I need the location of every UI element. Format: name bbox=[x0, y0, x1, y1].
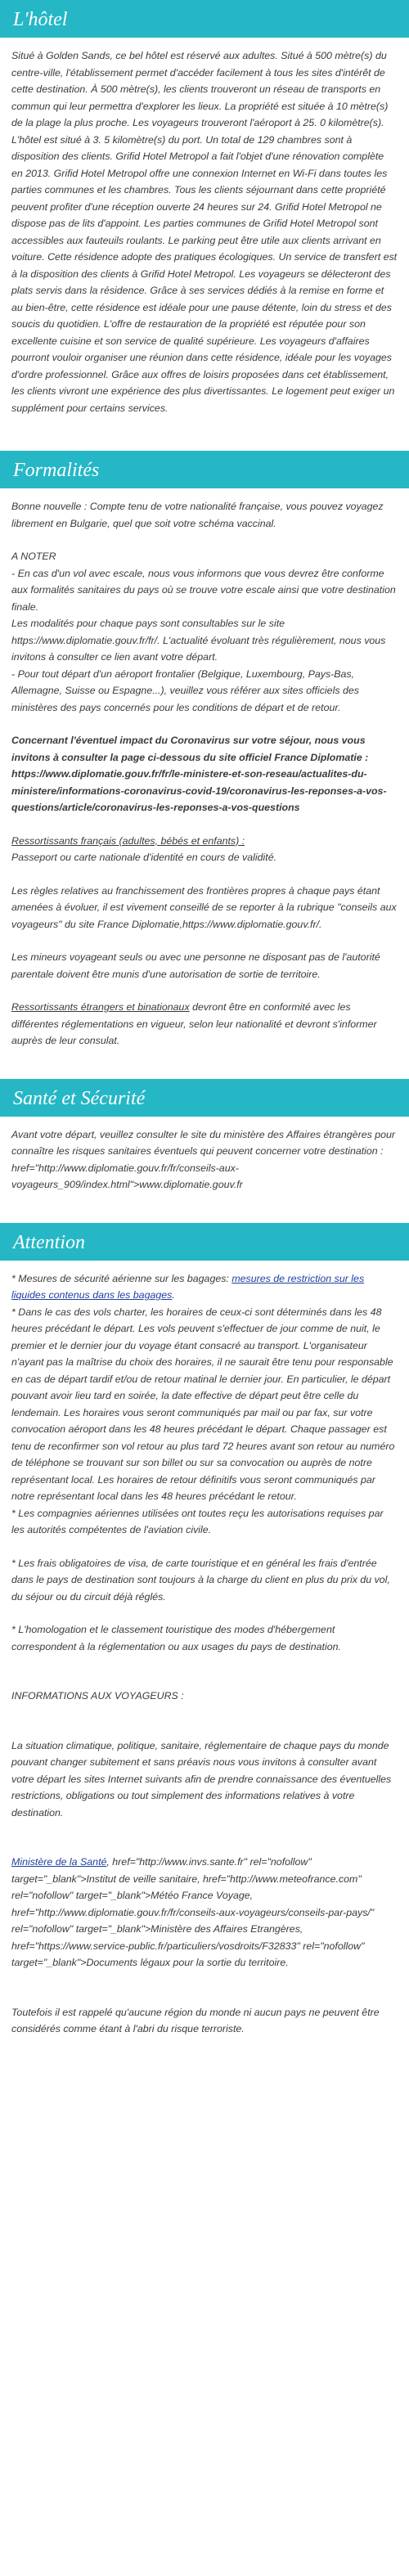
section-body-sante bbox=[0, 1117, 409, 1205]
formalites-note-2: Les modalités pour chaque pays sont consultables sur le site https://www.diplomatie.gouv.fr/fr/. L'actualité évoluant très régulièrement, nous vous invitons à consulter ce lien avant votre départ. bbox=[11, 618, 386, 663]
attention-securite-prefix: * Mesures de sécurité aérienne sur les bagages: bbox=[11, 1272, 232, 1284]
section-title-attention: Attention bbox=[0, 1223, 409, 1261]
formalites-covid: Concernant l'éventuel impact du Coronavirus sur votre séjour, nous vous invitons à consulter la page ci-dessous du site officiel France Diplomatie : https://www.diplomatie.gouv.fr/fr/le-ministere-et-son-reseau/actualites-du-ministere/informations-coronavirus-covid-19/coronavirus-les-reponses-a-vos-questions/article/coronavirus-les-reponses-a-vos-questions bbox=[11, 735, 387, 813]
formalites-note-3: - Pour tout départ d'un aéroport frontalier (Belgique, Luxembourg, Pays-Bas, Allemagne, Suisse ou Espagne...), veuillez vous référer aux sites officiels des ministères des pays concernés pour les conditions de départ et de retour. bbox=[11, 668, 359, 713]
attention-securite bbox=[11, 1270, 398, 1304]
attention-frais: * Les frais obligatoires de visa, de carte touristique et en général les frais d'entrée dans le pays de destination sont toujours à la charge du client en plus du prix du vol, du séjour ou du circuit déjà réglés. bbox=[11, 1557, 390, 1603]
formalites-etrangers bbox=[11, 999, 398, 1050]
section-body-hotel bbox=[0, 38, 409, 428]
section-formalites bbox=[0, 451, 409, 1061]
hotel-description: Situé à Golden Sands, ce bel hôtel est réservé aux adultes. Situé à 500 mètre(s) du centre-ville, l'établissement permet d'accéder facilement à tous les sites d'intérêt de cette destination. À 500 mètre(s), les clients trouveront un réseau de transports en commun qui leur permettra d'explorer les lieux. La propriété est située à 10 mètre(s) de la plage la plus proche. Les voyageurs trouveront l'aéroport à 25. 0 kilomètre(s). L'hôtel est situé à 3. 5 kilomètre(s) du port. Un total de 129 chambres sont à disposition des clients. Grifid Hotel Metropol a fait l'objet d'une rénovation complète en 2013. Grifid Hotel Metropol offre une connexion Internet en Wi-Fi dans toutes les parties communes et les chambres. Tous les clients séjournant dans cette propriété peuvent profiter d'une réception ouverte 24 heures sur 24. Grifid Hotel Metropol ne dispose pas de lits d'appoint. Les parties communes de Grifid Hotel Metropol sont accessibles aux fauteuils roulants. Le parking peut être utile aux clients arrivant en voiture. Cette résidence adopte des pratiques écologiques. Un service de transfert est à la disposition des clients à Grifid Hotel Metropol. Les voyageurs se délecteront des plats servis dans la résidence. Grâce à ses services dédiés à la remise en forme et au bien-être, cette résidence est idéale pour une pause détente, loin du stress et des soucis du quotidien. L'offre de restauration de la propriété est réputée pour son excellente cuisine et son service de qualité supérieure. Les voyageurs d'affaires pourront vouloir organiser une réunion dans cette résidence, idéale pour les voyages d'ordre professionnel. Grâce aux offres de loisirs proposées dans cet établissement, les clients vivront une expérience des plus divertissantes. Le logement peut exiger un supplément pour certains services. bbox=[11, 50, 398, 414]
attention-ministere bbox=[11, 1854, 398, 1971]
formalites-etrangers-text: devront être en conformité avec les différentes réglementations en vigueur, selon leur nationalité et devront s'informer auprès de leur consulat. bbox=[11, 1001, 377, 1046]
attention-securite-suffix: . bbox=[172, 1289, 175, 1301]
formalites-ressortissants-title: Ressortissants français (adultes, bébés et enfants) : bbox=[11, 834, 245, 847]
section-title-formalites: Formalités bbox=[0, 451, 409, 488]
formalites-etrangers-title: Ressortissants étrangers et binationaux bbox=[11, 1001, 190, 1013]
attention-homologation: * L'homologation et le classement touristique des modes d'hébergement correspondent à la réglementation ou aux usages du pays de destination. bbox=[11, 1624, 341, 1652]
ministere-sante-link[interactable]: Ministère de la Santé bbox=[11, 1856, 107, 1868]
attention-compagnies: * Les compagnies aériennes utilisées ont toutes reçu les autorisations requises par les autorités compétentes de l'aviation civile. bbox=[11, 1507, 384, 1535]
attention-vols: * Dans le cas des vols charter, les horaires de ceux-ci sont déterminés dans les 48 heures précédant le départ. Les vols peuvent s'effectuer de jour comme de nuit, le premier et le dernier jour du voyage étant consacré au transport. L'organisateur n'ayant pas la maîtrise du choix des horaires, il ne saurait être tenu pour responsable en cas de départ tardif et/ou de retour matinal le dernier jour. En particulier, le départ pouvant avoir lieu tard en soirée, la date effective de départ peut être celle du lendemain. Les horaires vous seront communiqués par mail ou par fax, sur votre convocation aéroport dans les 48 heures précédant le départ. Chaque passager est tenu de reconfirmer son vol retour au plus tard 72 heures avant son retour au numéro de téléphone se trouvant sur son billet ou sur sa convocation ou auprès de notre représentant local. Les horaires de retour définitifs vous seront communiqués par notre représentant local dans les 48 heures précédant le retour. bbox=[11, 1306, 395, 1502]
formalites-intro: Bonne nouvelle : Compte tenu de votre nationalité française, vous pouvez voyagez librement en Bulgarie, quel que soit votre schéma vaccinal. bbox=[11, 501, 384, 529]
sante-text: Avant votre départ, veuillez consulter le site du ministère des Affaires étrangères pour connaître les risques sanitaires éventuels qui peuvent concerner votre destination : href="http://www.diplomatie.gouv.fr/fr/conseils-aux-voyageurs_909/index.html">www.diplomatie.gouv.fr bbox=[11, 1128, 396, 1190]
section-attention bbox=[0, 1223, 409, 2049]
section-title-hotel: L'hôtel bbox=[0, 0, 409, 38]
section-hotel bbox=[0, 0, 409, 428]
liquides-restriction-link[interactable]: mesures de restriction sur les liquides contenus dans les bagages bbox=[11, 1272, 365, 1301]
attention-ministere-rest: , href="http://www.invs.sante.fr" rel="nofollow" target="_blank">Institut de veille sanitaire, href="http://www.meteofrance.com" rel="nofollow" target="_blank">Météo France Voyage, href="http://www.diplomatie.gouv.fr/fr/conseils-aux-voyageurs/conseils-par-pays/" rel="nofollow" target="_blank">Ministère des Affaires Etrangères, href="https://www.service-public.fr/particuliers/vosdroits/F32833" rel="nofollow" target="_blank">Documents légaux pour la sortie du territoire. bbox=[11, 1856, 375, 1968]
formalites-mineurs: Les mineurs voyageant seuls ou avec une personne ne disposant pas de l'autorité parentale doivent être munis d'une autorisation de sortie de territoire. bbox=[11, 951, 380, 980]
attention-toutefois: Toutefois il est rappelé qu'aucune région du monde ni aucun pays ne peuvent être considérés comme étant à l'abri du risque terroriste. bbox=[11, 2006, 380, 2034]
section-sante bbox=[0, 1079, 409, 1205]
section-body-formalites bbox=[0, 488, 409, 1061]
attention-situation: La situation climatique, politique, sanitaire, réglementaire de chaque pays du monde pouvant changer subitement et sans préavis nous vous invitons à consulter avant votre départ les sites Internet suivants afin de prendre connaissance des éventuelles restrictions, obligations ou tout simplement des informations relatives à votre destination. bbox=[11, 1739, 392, 1818]
formalites-ressortissants-text: Passeport ou carte nationale d'identité en cours de validité. bbox=[11, 852, 277, 863]
formalites-note-label: A NOTER bbox=[11, 551, 56, 562]
attention-infos-title: INFORMATIONS AUX VOYAGEURS : bbox=[11, 1690, 184, 1702]
section-body-attention bbox=[0, 1261, 409, 2049]
formalites-note-1: - En cas d'un vol avec escale, nous vous informons que vous devrez être conforme aux formalités sanitaires du pays où se trouve votre escale ainsi que votre destination finale. bbox=[11, 567, 396, 613]
section-title-sante: Santé et Sécurité bbox=[0, 1079, 409, 1117]
formalites-regles: Les règles relatives au franchissement des frontières propres à chaque pays étant amenées à évoluer, il est vivement conseillé de se reporter à la rubrique "conseils aux voyageurs" du site France Diplomatie,https://www.diplomatie.gouv.fr/. bbox=[11, 884, 397, 930]
